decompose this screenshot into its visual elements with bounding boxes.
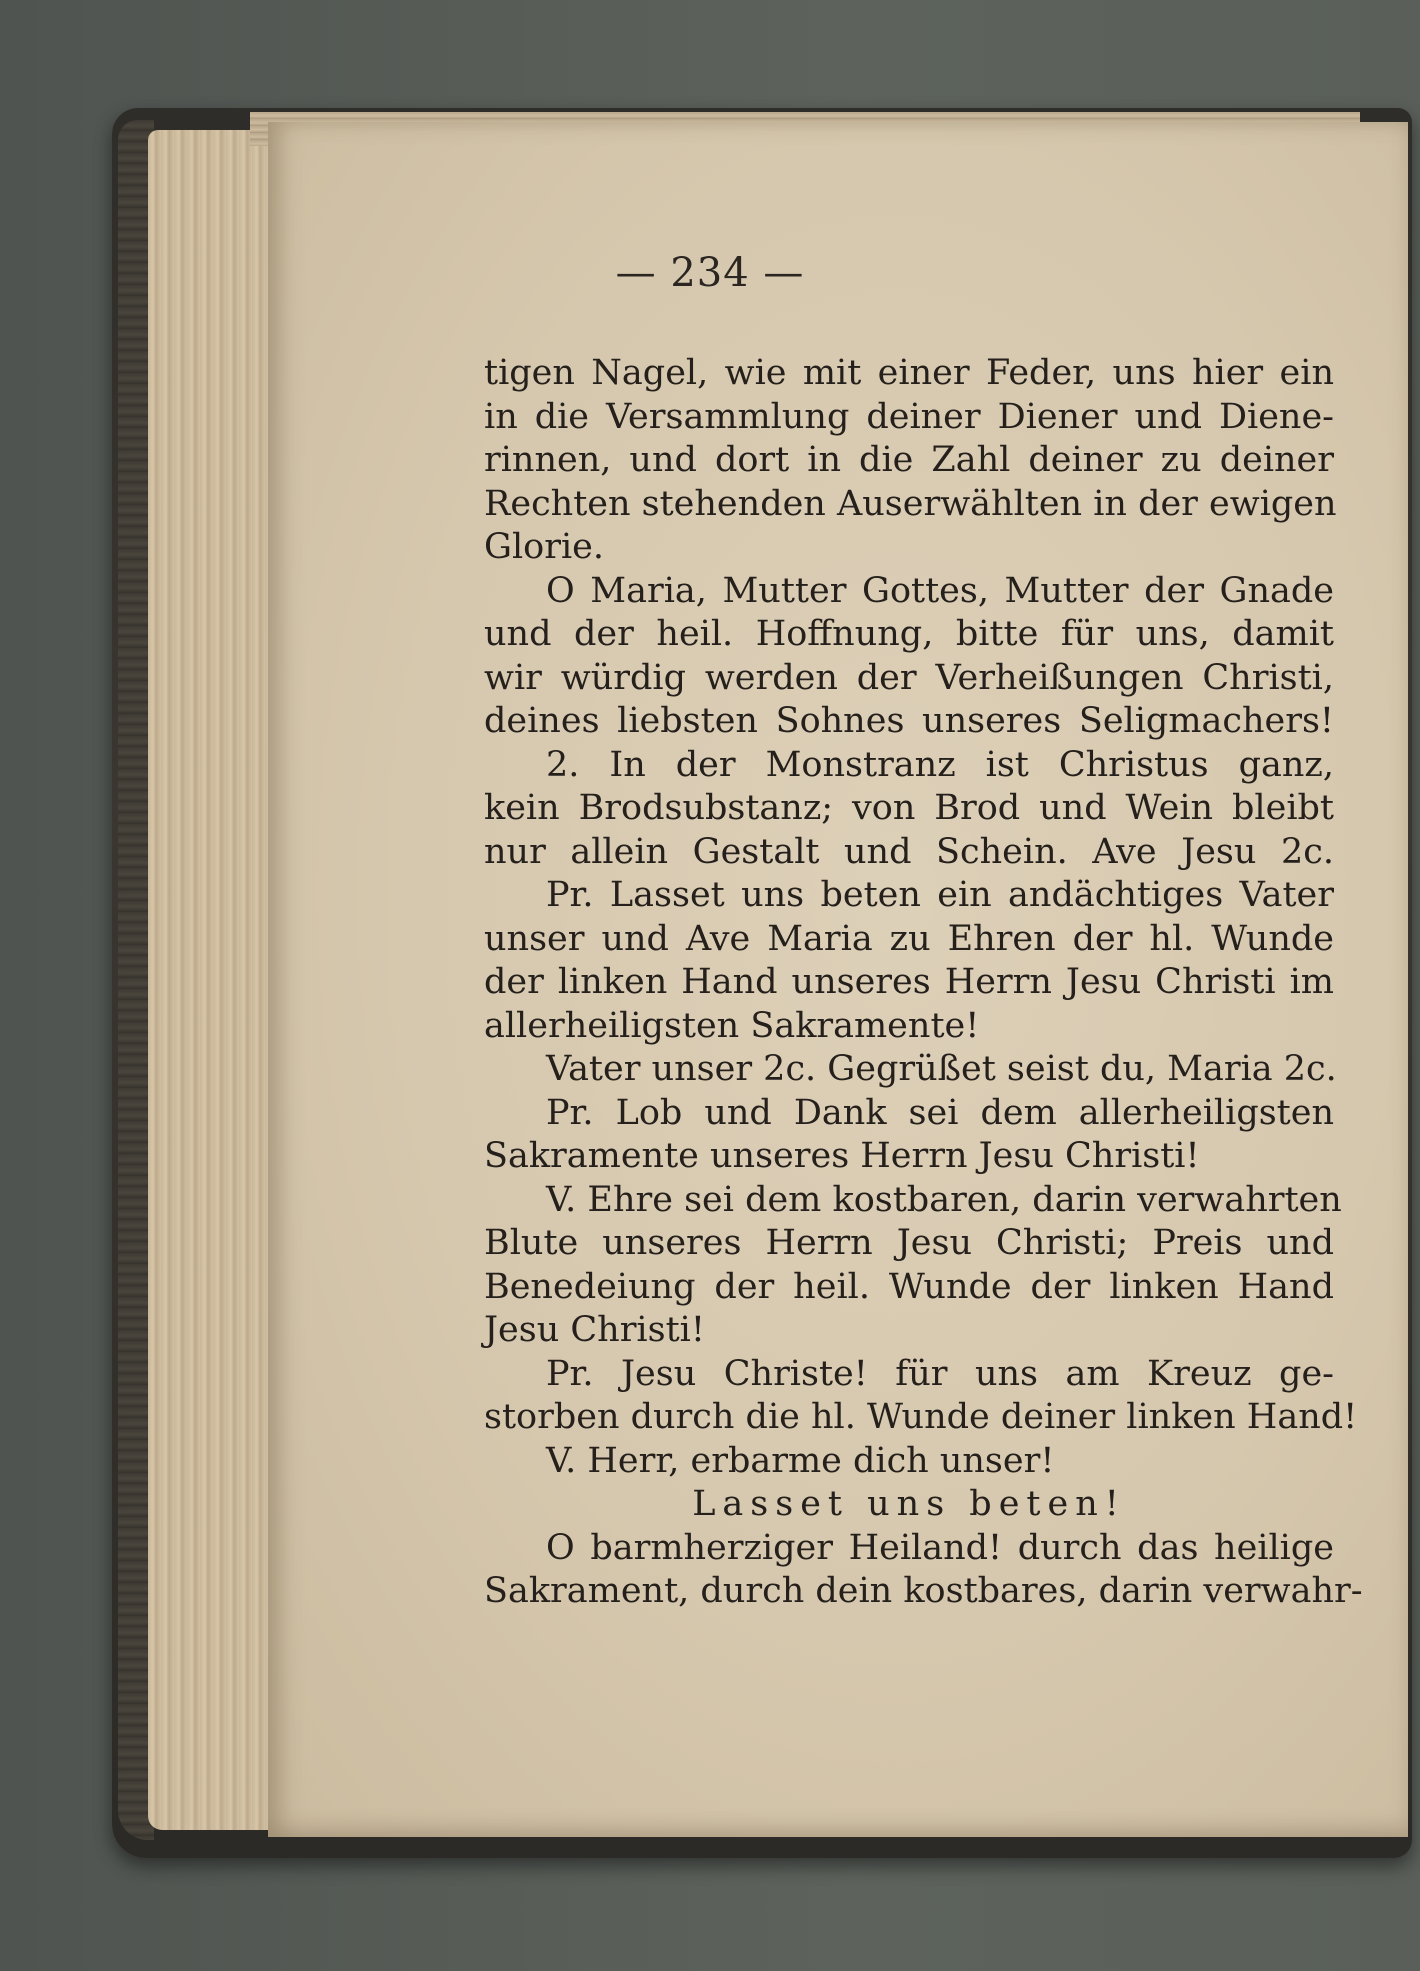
text-line: Blute unseres Herrn Jesu Christi; Preis und: [484, 1223, 1334, 1263]
page-text: [484, 352, 1363, 1614]
text-line: allerheiligsten Sakramente!: [484, 1005, 980, 1046]
text-line: der linken Hand unseres Herrn Jesu Christi im: [484, 962, 1334, 1002]
text-line: Pr. Lob und Dank sei dem allerheiligsten: [546, 1092, 1334, 1133]
text-line: Sakrament, durch dein kostbares, darin verwahr-: [484, 1571, 1363, 1611]
text-line: deines liebsten Sohnes unseres Seligmachers!: [484, 701, 1334, 741]
text-line: unser und Ave Maria zu Ehren der hl. Wunde: [484, 918, 1334, 959]
text-line: Benedeiung der heil. Wunde der linken Hand: [484, 1266, 1334, 1307]
text-line: nur allein Gestalt und Schein. Ave Jesu 2c.: [484, 831, 1334, 872]
text-line: V. Herr, erbarme dich unser!: [546, 1440, 1055, 1481]
text-line: Rechten stehenden Auserwählten in der ewigen: [484, 483, 1337, 524]
text-line: Glorie.: [484, 527, 604, 567]
text-line: Pr. Lasset uns beten ein andächtiges Vater: [546, 875, 1334, 915]
page-stack-edge: [148, 130, 288, 1830]
text-line: rinnen, und dort in die Zahl deiner zu deiner: [484, 440, 1334, 480]
text-line: V. Ehre sei dem kostbaren, darin verwahrten: [546, 1179, 1342, 1220]
text-line: kein Brodsubstanz; von Brod und Wein bleibt: [484, 788, 1334, 828]
text-line: wir würdig werden der Verheißungen Christi,: [484, 657, 1334, 698]
text-line: O barmherziger Heiland! durch das heilige: [546, 1527, 1334, 1568]
text-line: O Maria, Mutter Gottes, Mutter der Gnade: [546, 570, 1334, 611]
text-line: Vater unser 2c. Gegrüßet seist du, Maria 2c.: [546, 1049, 1337, 1089]
text-line: 2. In der Monstranz ist Christus ganz,: [546, 744, 1334, 785]
text-line: Pr. Jesu Christe! für uns am Kreuz ge-: [546, 1353, 1334, 1394]
page-number: — 234 —: [615, 250, 805, 296]
text-line: tigen Nagel, wie mit einer Feder, uns hier ein: [484, 353, 1334, 393]
section-heading: Lasset uns beten!: [692, 1484, 1126, 1524]
text-line: storben durch die hl. Wunde deiner linken Hand!: [484, 1397, 1358, 1437]
text-line: in die Versammlung deiner Diener und Diene-: [484, 396, 1334, 437]
text-line: und der heil. Hoffnung, bitte für uns, damit: [484, 614, 1334, 654]
text-line: Sakramente unseres Herrn Jesu Christi!: [484, 1136, 1200, 1176]
text-line: Jesu Christi!: [484, 1310, 705, 1350]
